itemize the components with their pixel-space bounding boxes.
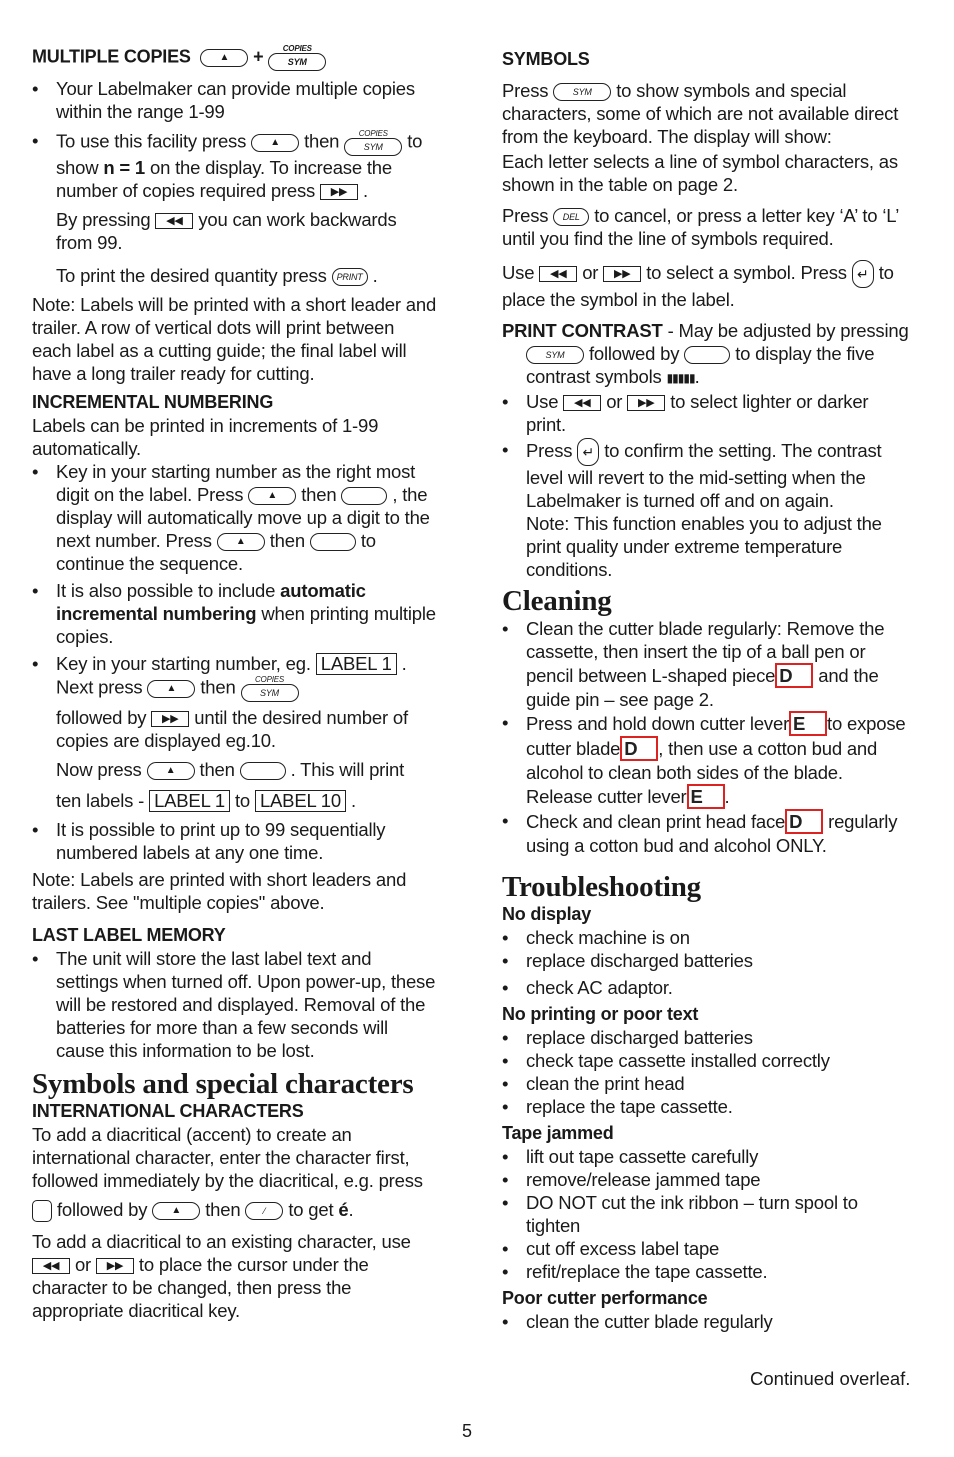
list-item: • Key in your starting number, eg. LABEL 1 . Next press ▲ then COPIES SYM followed by ▶▶ until the desired number of copies are displayed eg.10. Now press ▲ then . This will print ten labels - LABEL 1 to LABEL 10 .: [32, 652, 437, 812]
symbols-heading: SYMBOLS: [502, 49, 590, 69]
blank-key-icon: [240, 762, 286, 780]
accent-key-icon: ⁄: [245, 1202, 283, 1220]
diacritical-existing-text: To add a diacritical to an existing character, use ◀◀ or ▶▶ to place the cursor under the character to be changed, then press the appropriate diacritical key.: [32, 1231, 411, 1322]
label-1-box: LABEL 1: [149, 790, 230, 812]
list-item: • cut off excess label tape: [502, 1237, 912, 1260]
no-printing-list: [502, 1026, 912, 1118]
print-contrast-keys-text: SYM followed by to display the five contrast symbols ▮▮▮▮▮.: [502, 342, 912, 390]
print-contrast-list: [502, 390, 912, 581]
last-label-memory-heading: LAST LABEL MEMORY: [32, 925, 226, 945]
list-item: • DO NOT cut the ink ribbon – turn spool to tighten: [502, 1191, 912, 1237]
copies-sym-key-icon: COPIES SYM: [241, 675, 299, 702]
back-key-icon: ◀◀: [155, 213, 193, 229]
copies-sym-key-icon: COPIES SYM: [268, 44, 326, 71]
copies-sym-key-icon: COPIES SYM: [344, 129, 402, 156]
ref-d-box: D: [785, 809, 823, 834]
tape-jammed-list: [502, 1145, 912, 1283]
symbols-section-title: Symbols and special characters: [32, 1068, 414, 1100]
cleaning-list: [502, 617, 912, 857]
symbols-text: Press SYM to show symbols and special characters, some of which are not available direct from the keyboard. The display will show:: [502, 80, 899, 147]
forward-key-icon: ▶▶: [96, 1258, 134, 1274]
list-item: • It is possible to print up to 99 sequentially numbered labels at any one time.: [32, 818, 437, 864]
up-key-icon: ▲: [200, 49, 248, 67]
no-printing-heading: No printing or poor text: [502, 1003, 699, 1024]
ref-d-box: D: [775, 663, 813, 688]
label-1-box: LABEL 1: [316, 653, 397, 675]
international-text: To add a diacritical (accent) to create an international character, enter the character first, followed immediately by the diacritical, e.g. press: [32, 1124, 423, 1191]
no-display-heading: No display: [502, 903, 592, 924]
symbols-cancel-text: Press DEL to cancel, or press a letter key ‘A’ to ‘L’ until you find the line of symbols required.: [502, 205, 899, 249]
list-item: • check tape cassette installed correctly: [502, 1049, 912, 1072]
list-item: • Use ◀◀ or ▶▶ to select lighter or darker print.: [502, 390, 912, 436]
up-key-icon: ▲: [248, 487, 296, 505]
enter-key-icon: ↵: [852, 260, 874, 288]
up-key-icon: ▲: [251, 134, 299, 152]
print-contrast-text: PRINT CONTRAST - May be adjusted by pressing: [502, 320, 909, 341]
symbols-table-text: Each letter selects a line of symbol characters, as shown in the table on page 2.: [502, 151, 898, 195]
del-key-icon: DEL: [553, 208, 589, 226]
sym-key-icon: SYM: [553, 83, 611, 101]
list-item: • refit/replace the tape cassette.: [502, 1260, 912, 1283]
list-item: • lift out tape cassette carefully: [502, 1145, 912, 1168]
back-key-icon: ◀◀: [539, 266, 577, 282]
forward-key-icon: ▶▶: [320, 184, 358, 200]
poor-cutter-heading: Poor cutter performance: [502, 1287, 708, 1308]
tape-jammed-heading: Tape jammed: [502, 1122, 614, 1143]
multiple-copies-heading: MULTIPLE COPIES ▲ + COPIES SYM: [32, 44, 437, 71]
blank-key-icon: [341, 487, 387, 505]
international-example: followed by ▲ then ⁄ to get é.: [32, 1198, 437, 1222]
list-item: • Your Labelmaker can provide multiple copies within the range 1-99: [32, 77, 437, 123]
right-column: [502, 48, 912, 1333]
multiple-copies-note: Note: Labels will be printed with a short leader and trailer. A row of vertical dots will print between each label as a cutting guide; the final label will have a long trailer ready for cutting.: [32, 294, 437, 384]
incremental-note: Note: Labels are printed with short leaders and trailers. See "multiple copies" above.: [32, 869, 407, 913]
list-item: • check machine is on: [502, 926, 912, 949]
no-display-list: [502, 926, 912, 999]
list-item: • Check and clean print head face D regularly using a cotton bud and alcohol ONLY.: [502, 809, 912, 857]
blank-key-icon: [684, 346, 730, 364]
list-item: • replace discharged batteries: [502, 949, 912, 972]
forward-key-icon: ▶▶: [627, 395, 665, 411]
enter-key-icon: ↵: [577, 438, 599, 466]
incremental-list: [32, 460, 437, 864]
incremental-numbering-heading: INCREMENTAL NUMBERING: [32, 392, 274, 412]
list-item: • Press ↵ to confirm the setting. The contrast level will revert to the mid-setting when the Labelmaker is turned off and on again. Note: This function enables you to adjust the print quality under extreme temperature conditions.: [502, 438, 912, 581]
list-item: • Key in your starting number as the right most digit on the label. Press ▲ then , the display will automatically move up a digit to the next number. Press ▲ then to continue the sequence.: [32, 460, 437, 575]
list-item: • It is also possible to include automatic incremental numbering when printing multiple copies.: [32, 579, 437, 648]
up-key-icon: ▲: [147, 762, 195, 780]
list-item: • The unit will store the last label text and settings when turned off. Upon power-up, these will be restored and displayed. Removal of the batteries for more than a few seconds will cause this information to be lost.: [32, 947, 437, 1062]
list-item: • replace the tape cassette.: [502, 1095, 912, 1118]
up-key-icon: ▲: [217, 533, 265, 551]
ref-d-box: D: [620, 736, 658, 761]
contrast-bars-icon: ▮▮▮▮▮: [666, 370, 695, 385]
list-item: • clean the print head: [502, 1072, 912, 1095]
continued-overleaf: Continued overleaf.: [750, 1368, 911, 1389]
ref-e-box: E: [687, 784, 725, 809]
poor-cutter-list: [502, 1310, 912, 1333]
sym-key-icon: SYM: [526, 346, 584, 364]
multiple-copies-list: [32, 77, 437, 202]
list-item: • clean the cutter blade regularly: [502, 1310, 912, 1333]
back-key-icon: ◀◀: [32, 1258, 70, 1274]
print-quantity-text: To print the desired quantity press PRINT .: [56, 265, 378, 286]
list-item: • check AC adaptor.: [502, 976, 912, 999]
list-item: • Clean the cutter blade regularly: Remove the cassette, then insert the tip of a ball pen or pencil between L-shaped piece D and the guide pin – see page 2.: [502, 617, 912, 711]
troubleshooting-title: Troubleshooting: [502, 870, 701, 903]
forward-key-icon: ▶▶: [603, 266, 641, 282]
international-characters-heading: INTERNATIONAL CHARACTERS: [32, 1101, 304, 1121]
blank-key-icon: [310, 533, 356, 551]
up-key-icon: ▲: [152, 1202, 200, 1220]
list-item: • To use this facility press ▲ then COPIES SYM to show n = 1 on the display. To increase the number of copies required press ▶▶ .: [32, 129, 437, 202]
page-number: 5: [462, 1421, 473, 1441]
backwards-text: By pressing ◀◀ you can work backwards from 99.: [56, 209, 397, 253]
up-key-icon: ▲: [147, 680, 195, 698]
left-column: [32, 44, 437, 1322]
symbols-select-text: Use ◀◀ or ▶▶ to select a symbol. Press ↵ to place the symbol in the label.: [502, 261, 894, 310]
print-key-icon: PRINT: [332, 268, 368, 286]
incremental-intro: Labels can be printed in increments of 1-99 automatically.: [32, 415, 379, 459]
list-item: • replace discharged batteries: [502, 1026, 912, 1049]
label-10-box: LABEL 10: [255, 790, 346, 812]
list-item: • Press and hold down cutter lever E to expose cutter blade D , then use a cotton bud and alcohol to clean both sides of the blade. Release cutter lever E .: [502, 711, 912, 809]
last-label-list: [32, 947, 437, 1062]
ref-e-box: E: [789, 711, 827, 736]
back-key-icon: ◀◀: [563, 395, 601, 411]
forward-key-icon: ▶▶: [151, 711, 189, 727]
letter-key-icon: [32, 1200, 52, 1222]
list-item: • remove/release jammed tape: [502, 1168, 912, 1191]
cleaning-title: Cleaning: [502, 584, 612, 617]
